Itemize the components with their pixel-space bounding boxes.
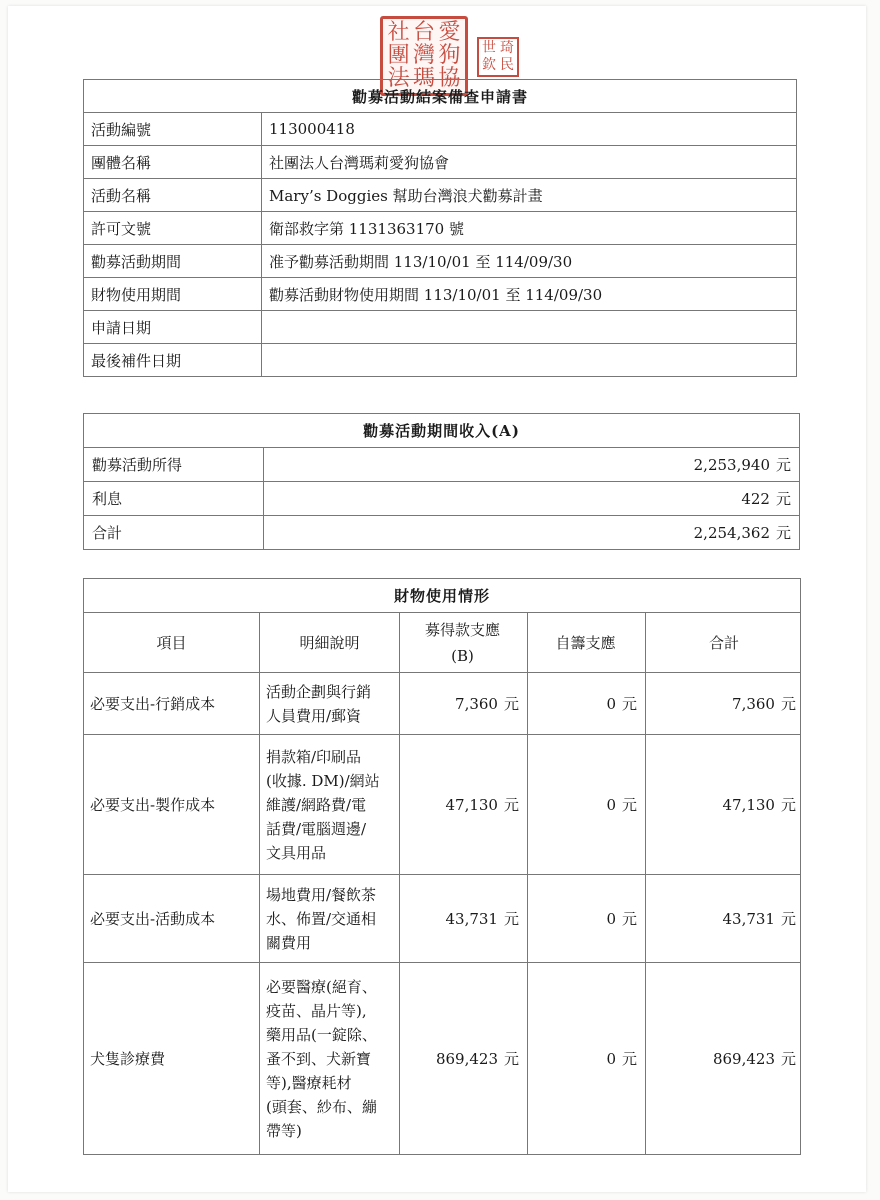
row-value: 113000418 — [262, 113, 797, 146]
row-value: 勸募活動財物使用期間 113/10/01 至 114/09/30 — [262, 278, 797, 311]
association-seal: 社 台 愛 團 灣 狗 法 瑪 協 — [380, 16, 468, 96]
usage-item: 犬隻診療費 — [84, 963, 260, 1155]
row-label: 最後補件日期 — [84, 344, 262, 377]
usage-self: 0 元 — [528, 875, 646, 963]
personal-seal: 世 琦 欽 民 — [477, 37, 519, 77]
table-row — [84, 179, 797, 212]
usage-raised: 47,130 元 — [400, 735, 528, 875]
table-row — [84, 344, 797, 377]
row-label: 勸募活動期間 — [84, 245, 262, 278]
table-row — [84, 735, 801, 875]
row-value: 社團法人台灣瑪莉愛狗協會 — [262, 146, 797, 179]
usage-item: 必要支出-活動成本 — [84, 875, 260, 963]
table-row — [84, 113, 797, 146]
usage-total: 7,360 元 — [646, 673, 801, 735]
income-amount: 2,254,362 元 — [264, 516, 800, 550]
table-row — [84, 146, 797, 179]
table-row — [84, 245, 797, 278]
row-value — [262, 344, 797, 377]
usage-total: 869,423 元 — [646, 963, 801, 1155]
header-detail: 明細說明 — [260, 613, 400, 673]
usage-detail: 捐款箱/印刷品 (收據. DM)/網站 維護/網路費/電 話費/電腦週邊/ 文具用品 — [260, 735, 400, 875]
income-table — [83, 413, 800, 550]
table-row — [84, 482, 800, 516]
row-label: 申請日期 — [84, 311, 262, 344]
row-value: 衛部救字第 1131363170 號 — [262, 212, 797, 245]
usage-total: 43,731 元 — [646, 875, 801, 963]
usage-self: 0 元 — [528, 673, 646, 735]
usage-raised: 43,731 元 — [400, 875, 528, 963]
table-row — [84, 448, 800, 482]
table-row — [84, 311, 797, 344]
usage-self: 0 元 — [528, 963, 646, 1155]
usage-detail: 場地費用/餐飲茶 水、佈置/交通相 關費用 — [260, 875, 400, 963]
income-title: 勸募活動期間收入(A) — [84, 414, 800, 448]
usage-self: 0 元 — [528, 735, 646, 875]
table-row — [84, 516, 800, 550]
application-table — [83, 79, 797, 377]
row-label: 活動名稱 — [84, 179, 262, 212]
income-label: 合計 — [84, 516, 264, 550]
usage-table — [83, 578, 801, 1155]
row-label: 活動編號 — [84, 113, 262, 146]
row-value — [262, 311, 797, 344]
header-total: 合計 — [646, 613, 801, 673]
row-label: 許可文號 — [84, 212, 262, 245]
income-amount: 422 元 — [264, 482, 800, 516]
usage-raised: 7,360 元 — [400, 673, 528, 735]
header-item: 項目 — [84, 613, 260, 673]
usage-detail: 活動企劃與行銷 人員費用/郵資 — [260, 673, 400, 735]
income-label: 利息 — [84, 482, 264, 516]
header-self: 自籌支應 — [528, 613, 646, 673]
usage-raised: 869,423 元 — [400, 963, 528, 1155]
row-value: 准予勸募活動期間 113/10/01 至 114/09/30 — [262, 245, 797, 278]
table-row — [84, 963, 801, 1155]
table-row — [84, 212, 797, 245]
usage-title: 財物使用情形 — [84, 579, 801, 613]
usage-item: 必要支出-行銷成本 — [84, 673, 260, 735]
row-label: 團體名稱 — [84, 146, 262, 179]
table-row — [84, 673, 801, 735]
application-title: 勸募活動結案備查申請書 — [84, 80, 797, 113]
table-row — [84, 278, 797, 311]
header-raised: 募得款支應 (B) — [400, 613, 528, 673]
income-amount: 2,253,940 元 — [264, 448, 800, 482]
header-row — [84, 613, 801, 673]
usage-total: 47,130 元 — [646, 735, 801, 875]
table-row — [84, 875, 801, 963]
row-label: 財物使用期間 — [84, 278, 262, 311]
usage-item: 必要支出-製作成本 — [84, 735, 260, 875]
row-value: Mary’s Doggies 幫助台灣浪犬勸募計畫 — [262, 179, 797, 212]
usage-detail: 必要醫療(絕育、 疫苗、晶片等), 藥用品(一錠除、 蚤不到、犬新寶 等),醫療耗材 (頭套、紗布、繃 帶等) — [260, 963, 400, 1155]
income-label: 勸募活動所得 — [84, 448, 264, 482]
